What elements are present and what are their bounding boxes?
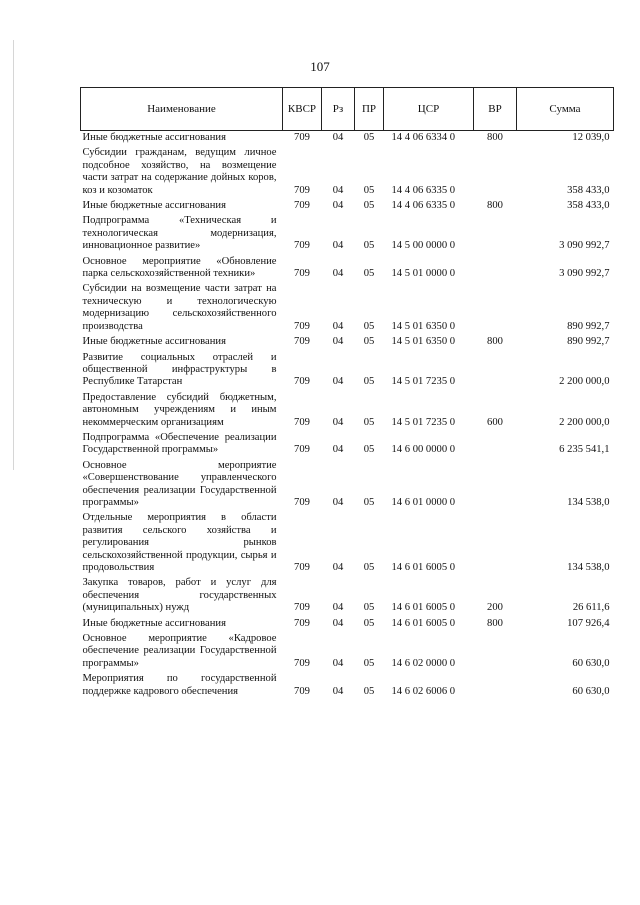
kvsr-cell: 709 [294,416,310,428]
table-row [81,389,614,429]
table-body [81,131,614,699]
kvsr-cell: 709 [294,657,310,669]
sum-cell: 60 630,0 [572,685,610,697]
vr-cell [474,457,517,510]
csr-cell: 14 4 06 6335 0 [391,200,456,212]
rz-cell: 04 [332,132,344,143]
vr-cell: 800 [487,200,503,212]
pr-cell: 05 [363,602,375,614]
rz-cell: 04 [332,602,344,614]
rz-cell: 04 [332,617,344,629]
rz-cell: 04 [332,240,344,252]
name-cell: Иные бюджетные ассигнования [82,200,226,212]
csr-cell: 14 6 01 6005 0 [391,602,456,614]
name-cell: Основное мероприятие «Кадровое обеспечение реализации Государственной программы» [82,633,277,669]
table-row [81,212,614,252]
table-row [81,429,614,457]
table-row [81,253,614,281]
name-cell: Иные бюджетные ассигнования [82,336,226,348]
pr-cell: 05 [363,657,375,669]
name-cell: Основное мероприятие «Совершенствование управленческого обеспечения реализации Государственной программы» [82,459,277,508]
name-cell: Отдельные мероприятия в области развития сельского хозяйства и регулирования рынков сельскохозяйственной продукции, сырья и продовольствия [82,512,277,573]
csr-cell: 14 6 01 6005 0 [391,617,456,629]
table-row [81,333,614,348]
sum-cell: 134 538,0 [567,562,610,573]
csr-cell: 14 5 01 7235 0 [391,376,456,388]
csr-cell: 14 5 00 0000 0 [391,240,456,252]
csr-cell: 14 4 06 6334 0 [391,132,456,143]
table-row [81,197,614,212]
sum-cell: 134 538,0 [567,496,610,508]
name-cell: Предоставление субсидий бюджетным, автономным учреждениям и иным некоммерческим организациям [82,391,277,428]
vr-cell [474,509,517,574]
header-rz: Рз [322,88,355,131]
pr-cell: 05 [363,240,375,252]
rz-cell: 04 [332,562,344,573]
vr-cell [474,670,517,698]
vr-cell: 600 [487,416,503,428]
rz-cell: 04 [332,200,344,212]
csr-cell: 14 6 02 6006 0 [391,685,456,697]
kvsr-cell: 709 [294,562,310,573]
kvsr-cell: 709 [294,602,310,614]
sum-cell: 3 090 992,7 [559,268,610,280]
rz-cell: 04 [332,376,344,388]
kvsr-cell: 709 [294,685,310,697]
header-vr: ВР [474,88,517,131]
vr-cell [474,280,517,333]
pr-cell: 05 [363,444,375,456]
rz-cell: 04 [332,657,344,669]
pr-cell: 05 [363,268,375,280]
pr-cell: 05 [363,132,375,143]
pr-cell: 05 [363,496,375,508]
rz-cell: 04 [332,444,344,456]
rz-cell: 04 [332,496,344,508]
table-row [81,509,614,574]
sum-cell: 358 433,0 [567,184,610,196]
table-row [81,349,614,389]
table-row [81,457,614,510]
sum-cell: 890 992,7 [567,336,610,348]
csr-cell: 14 5 01 6350 0 [391,320,456,332]
scan-margin-line [13,40,14,470]
vr-cell [474,144,517,197]
table-row [81,131,614,145]
rz-cell: 04 [332,268,344,280]
kvsr-cell: 709 [294,268,310,280]
kvsr-cell: 709 [294,376,310,388]
name-cell: Иные бюджетные ассигнования [82,132,226,143]
sum-cell: 2 200 000,0 [559,416,610,428]
pr-cell: 05 [363,685,375,697]
pr-cell: 05 [363,376,375,388]
name-cell: Основное мероприятие «Обновление парка сельскохозяйственной техники» [82,255,277,280]
sum-cell: 3 090 992,7 [559,240,610,252]
table-row [81,630,614,670]
sum-cell: 890 992,7 [567,320,610,332]
vr-cell [474,253,517,281]
table-row [81,574,614,614]
vr-cell [474,429,517,457]
header-csr: ЦСР [384,88,474,131]
header-name: Наименование [81,88,283,131]
name-cell: Субсидии на возмещение части затрат на техническую и технологическую модернизацию сельскохозяйственного производства [82,283,277,332]
budget-table [80,87,614,698]
csr-cell: 14 5 01 6350 0 [391,336,456,348]
vr-cell: 800 [487,617,503,629]
csr-cell: 14 6 01 6005 0 [391,562,456,573]
name-cell: Иные бюджетные ассигнования [82,617,226,629]
pr-cell: 05 [363,336,375,348]
sum-cell: 6 235 541,1 [559,444,610,456]
header-sum: Сумма [517,88,614,131]
kvsr-cell: 709 [294,496,310,508]
header-pr: ПР [355,88,384,131]
table-row [81,670,614,698]
table-row [81,615,614,630]
csr-cell: 14 5 01 0000 0 [391,268,456,280]
csr-cell: 14 6 00 0000 0 [391,444,456,456]
name-cell: Развитие социальных отраслей и общественной инфраструктуры в Республике Татарстан [82,351,277,388]
rz-cell: 04 [332,184,344,196]
name-cell: Подпрограмма «Обеспечение реализации Государственной программы» [82,431,277,456]
rz-cell: 04 [332,685,344,697]
csr-cell: 14 6 02 0000 0 [391,657,456,669]
name-cell: Закупка товаров, работ и услуг для обеспечения государственных (муниципальных) нужд [82,577,277,614]
vr-cell: 200 [487,602,503,614]
pr-cell: 05 [363,320,375,332]
pr-cell: 05 [363,617,375,629]
rz-cell: 04 [332,336,344,348]
table-row [81,280,614,333]
name-cell: Мероприятия по государственной поддержке кадрового обеспечения [82,673,277,697]
kvsr-cell: 709 [294,184,310,196]
table-row [81,144,614,197]
pr-cell: 05 [363,200,375,212]
table-header-row [81,88,614,131]
vr-cell: 800 [487,336,503,348]
sum-cell: 26 611,6 [572,602,610,614]
page-number: 107 [310,59,330,74]
csr-cell: 14 4 06 6335 0 [391,184,456,196]
csr-cell: 14 6 01 0000 0 [391,496,456,508]
sum-cell: 12 039,0 [572,132,610,143]
kvsr-cell: 709 [294,617,310,629]
pr-cell: 05 [363,416,375,428]
sum-cell: 60 630,0 [572,657,610,669]
kvsr-cell: 709 [294,336,310,348]
name-cell: Субсидии гражданам, ведущим личное подсобное хозяйство, на возмещение части затрат на содержание дойных коров, коз и козоматок [82,147,277,196]
vr-cell [474,349,517,389]
sum-cell: 358 433,0 [567,200,610,212]
name-cell: Подпрограмма «Техническая и технологическая модернизация, инновационное развитие» [82,215,277,252]
vr-cell: 800 [487,132,503,143]
kvsr-cell: 709 [294,132,310,143]
kvsr-cell: 709 [294,320,310,332]
vr-cell [474,212,517,252]
rz-cell: 04 [332,320,344,332]
pr-cell: 05 [363,184,375,196]
vr-cell [474,630,517,670]
pr-cell: 05 [363,562,375,573]
header-kvsr: КВСР [283,88,322,131]
kvsr-cell: 709 [294,200,310,212]
kvsr-cell: 709 [294,240,310,252]
kvsr-cell: 709 [294,444,310,456]
sum-cell: 2 200 000,0 [559,376,610,388]
rz-cell: 04 [332,416,344,428]
sum-cell: 107 926,4 [567,617,610,629]
csr-cell: 14 5 01 7235 0 [391,416,456,428]
